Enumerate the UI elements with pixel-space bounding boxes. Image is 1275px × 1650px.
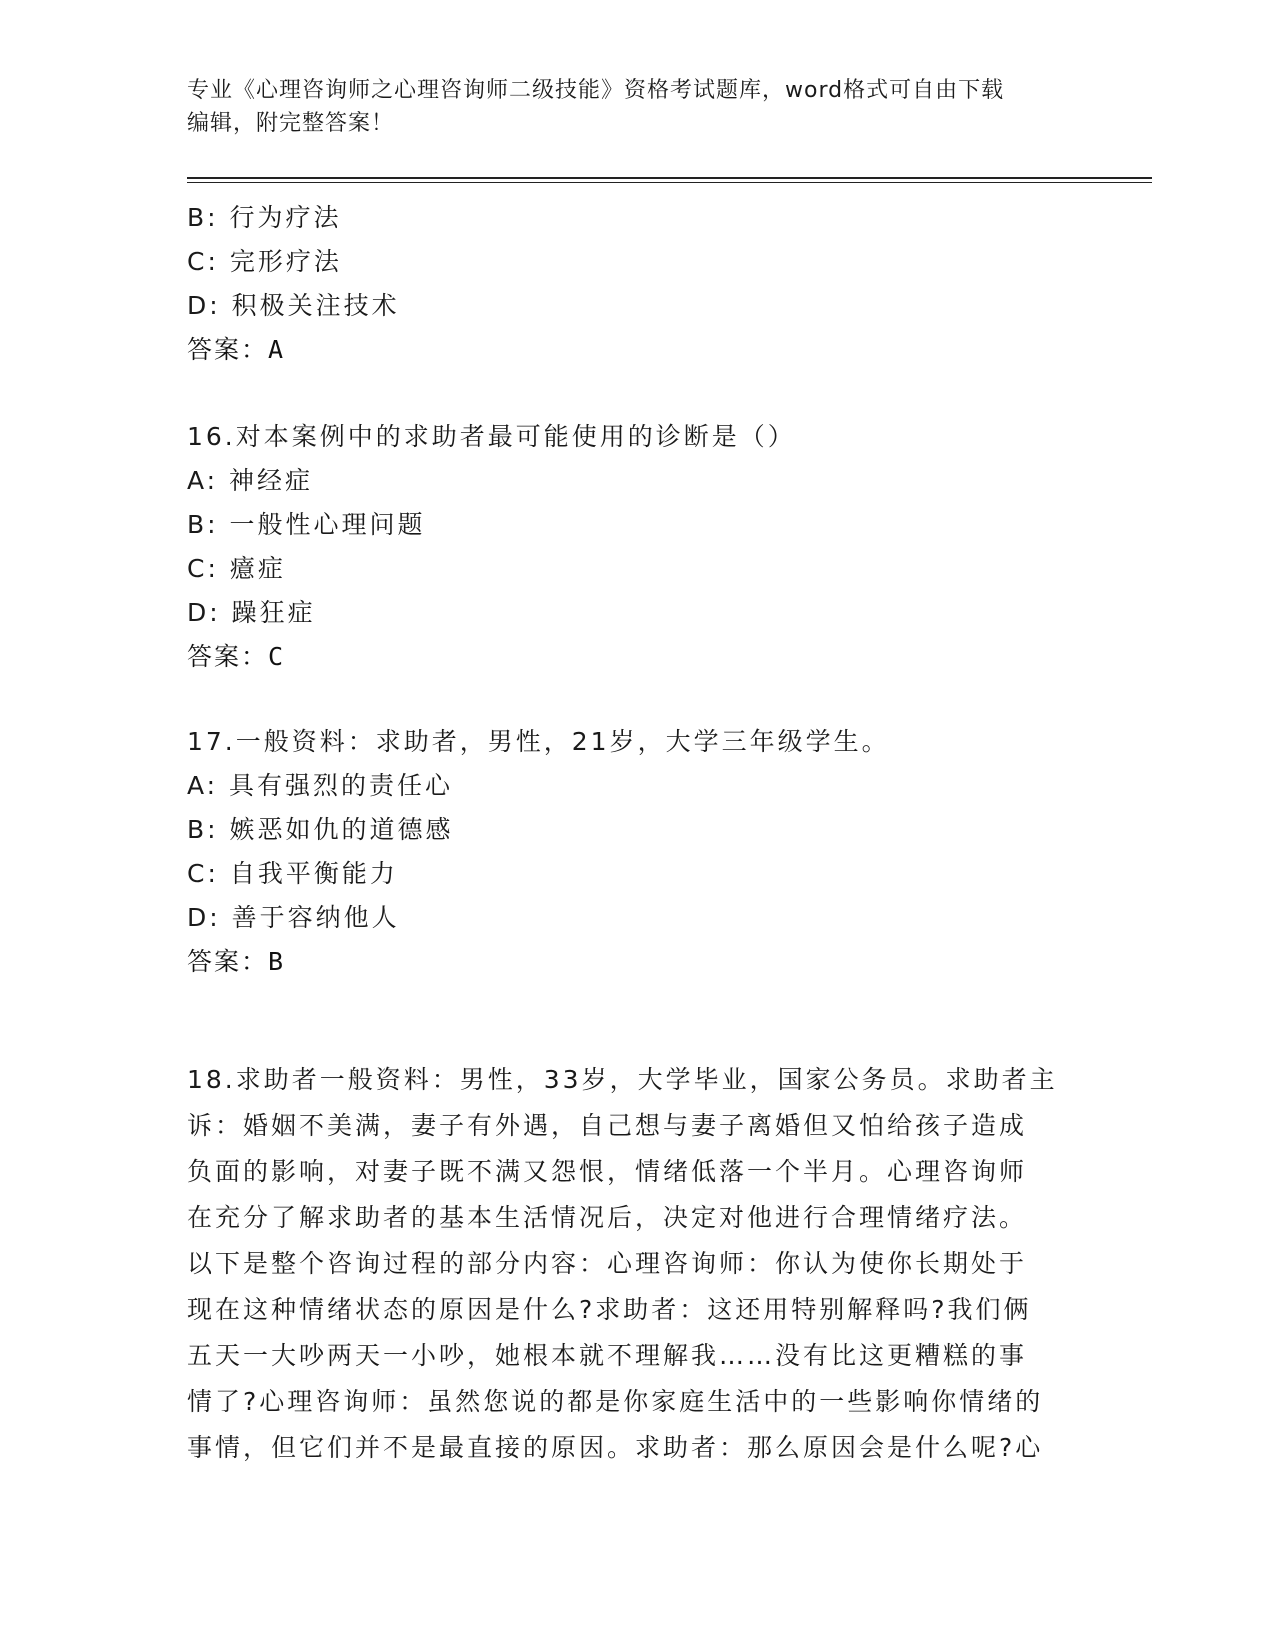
q18-line: 在充分了解求助者的基本生活情况后，决定对他进行合理情绪疗法。 [187, 1203, 1028, 1232]
document-header [187, 74, 1067, 140]
q16-question: 16.对本案例中的求助者最可能使用的诊断是（） [187, 422, 796, 451]
q15-option-d: D: 积极关注技术 [187, 291, 400, 320]
q17-option-a: A: 具有强烈的责任心 [187, 771, 454, 800]
q17-answer-label: 答案： [187, 947, 269, 976]
q16-option-c: C: 癔症 [187, 554, 286, 583]
q17-option-c: C: 自我平衡能力 [187, 859, 398, 888]
q15-answer-value: A [268, 335, 286, 364]
header-line-2: 编辑，附完整答案！ [187, 111, 395, 136]
q17-question: 17.一般资料：求助者，男性，21岁，大学三年级学生。 [187, 727, 890, 756]
q16-answer-value: C [268, 642, 286, 671]
q18-paragraph [187, 1057, 1087, 1471]
q17-option-b: B: 嫉恶如仇的道德感 [187, 815, 454, 844]
header-divider-thin [187, 182, 1152, 183]
q18-line: 负面的影响，对妻子既不满又怨恨，情绪低落一个半月。心理咨询师 [187, 1157, 1028, 1186]
q18-line: 以下是整个咨询过程的部分内容：心理咨询师：你认为使你长期处于 [187, 1249, 1028, 1278]
q18-line: 五天一大吵两天一小吵，她根本就不理解我……没有比这更糟糕的事 [187, 1341, 1028, 1370]
q16-option-d: D: 躁狂症 [187, 598, 316, 627]
q18-line: 诉：婚姻不美满，妻子有外遇，自己想与妻子离婚但又怕给孩子造成 [187, 1111, 1028, 1140]
q15-option-c: C: 完形疗法 [187, 247, 342, 276]
q17-option-d: D: 善于容纳他人 [187, 903, 400, 932]
q15-answer [187, 334, 285, 366]
q18-line: 情了?心理咨询师：虽然您说的都是你家庭生活中的一些影响你情绪的 [187, 1387, 1044, 1416]
q16-answer-label: 答案： [187, 642, 269, 671]
q15-answer-label: 答案： [187, 335, 269, 364]
q16-answer [187, 641, 285, 673]
q15-option-b: B: 行为疗法 [187, 203, 342, 232]
q18-line: 18.求助者一般资料：男性，33岁，大学毕业，国家公务员。求助者主 [187, 1065, 1058, 1094]
header-line-1: 专业《心理咨询师之心理咨询师二级技能》资格考试题库，word格式可自由下载 [187, 78, 1005, 103]
q18-line: 现在这种情绪状态的原因是什么?求助者：这还用特别解释吗?我们俩 [187, 1295, 1032, 1324]
q17-answer-value: B [268, 947, 286, 976]
q17-answer [187, 946, 285, 978]
q18-line: 事情，但它们并不是最直接的原因。求助者：那么原因会是什么呢?心 [187, 1433, 1044, 1462]
q16-option-a: A: 神经症 [187, 466, 314, 495]
q16-option-b: B: 一般性心理问题 [187, 510, 426, 539]
header-divider-thick [187, 177, 1152, 179]
